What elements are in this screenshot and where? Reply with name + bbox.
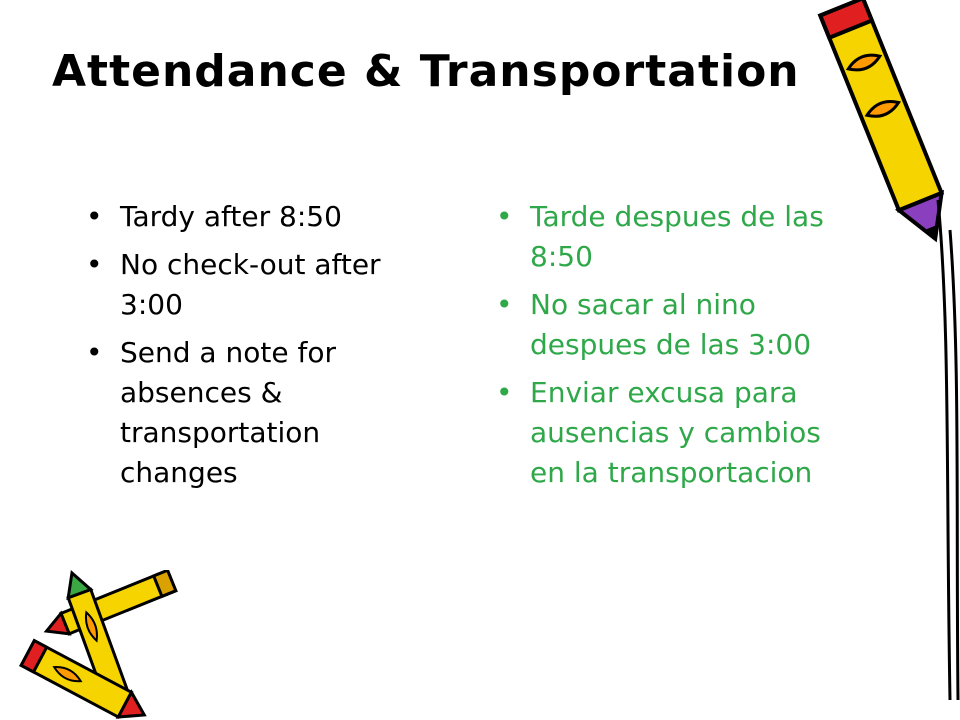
bullet-item: • No sacar al nino despues de las 3:00: [496, 285, 856, 365]
bullet-item: • Send a note for absences & transportation changes: [86, 333, 416, 493]
bullet-item: • Tarde despues de las 8:50: [496, 197, 856, 277]
bullet-item: • Tardy after 8:50: [86, 197, 416, 237]
english-bullet-list: [86, 197, 416, 501]
bullet-item: • No check-out after 3:00: [86, 245, 416, 325]
bullet-item: • Enviar excusa para ausencias y cambios en la transportacion: [496, 373, 856, 493]
pencil-icon: [800, 0, 960, 720]
pencils-icon: [0, 570, 200, 720]
slide-title: Attendance & Transportation: [52, 46, 800, 97]
